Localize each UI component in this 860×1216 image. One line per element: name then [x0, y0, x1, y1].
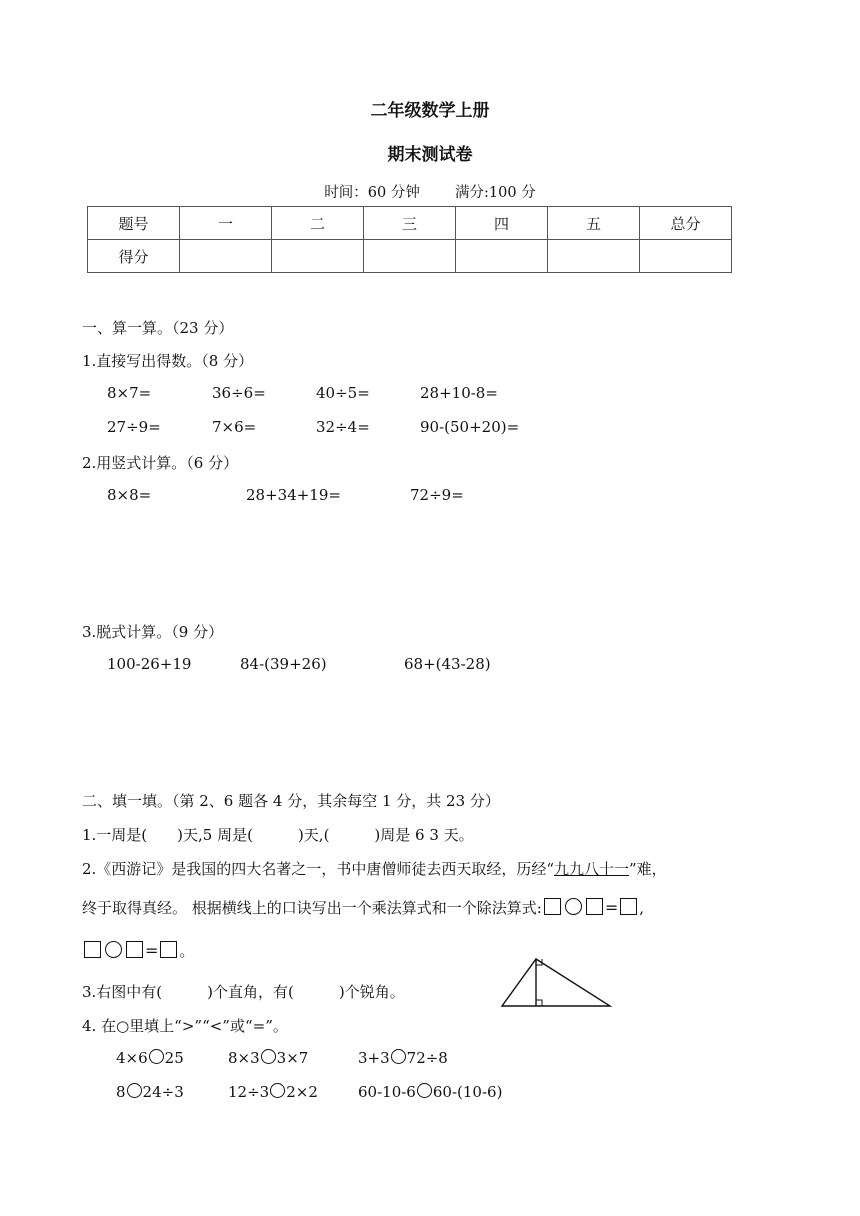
- score-cell: 题号: [88, 207, 180, 240]
- q2-title: 2.用竖式计算。（6 分）: [82, 454, 239, 472]
- score-input-cell[interactable]: [640, 240, 732, 273]
- fill-q1: 1.一周是( )天,5 周是( )天,( )周是 6 3 天。: [82, 826, 474, 844]
- page-subtitle: 期末测试卷: [387, 145, 473, 165]
- score-cell: 一: [180, 207, 272, 240]
- score-cell: 五: [548, 207, 640, 240]
- compare-item: 8×3 3×7: [228, 1049, 309, 1067]
- section2-title: 二、填一填。（第 2、6 题各 4 分，其余每空 1 分，共 23 分）: [82, 792, 500, 810]
- compare-circle[interactable]: [149, 1049, 164, 1064]
- score-input-cell[interactable]: [456, 240, 548, 273]
- vertical-calc-item: 28+34+19=: [246, 486, 341, 504]
- operator-circle[interactable]: [565, 898, 582, 915]
- calc-item: 36÷6=: [212, 384, 266, 402]
- score-input-cell[interactable]: [548, 240, 640, 273]
- fill-q2-line1: 2.《西游记》是我国的四大名著之一，书中唐僧师徒去西天取经，历经“九九八十一”难，: [82, 860, 667, 878]
- fill-q2-line3: = 。: [82, 940, 194, 961]
- answer-box[interactable]: [586, 898, 603, 915]
- full-score: 满分:100 分: [455, 185, 536, 201]
- score-table-score-row: [88, 240, 732, 273]
- score-input-cell[interactable]: [272, 240, 364, 273]
- underlined-phrase: 九九八十一: [553, 860, 629, 878]
- stepwise-calc-item: 68+(43-28): [404, 655, 491, 673]
- compare-circle[interactable]: [127, 1083, 142, 1098]
- calc-item: 90-(50+20)=: [420, 418, 520, 436]
- vertical-calc-item: 72÷9=: [410, 486, 464, 504]
- compare-item: 8 24÷3: [116, 1083, 184, 1101]
- score-cell: 总分: [640, 207, 732, 240]
- answer-box[interactable]: [160, 941, 177, 958]
- calc-item: 7×6=: [212, 418, 257, 436]
- answer-box[interactable]: [126, 941, 143, 958]
- answer-box[interactable]: [620, 898, 637, 915]
- compare-item: 3+3 72÷8: [358, 1049, 448, 1067]
- stepwise-calc-item: 84-(39+26): [240, 655, 327, 673]
- score-cell: 三: [364, 207, 456, 240]
- compare-circle[interactable]: [417, 1083, 432, 1098]
- vertical-calc-item: 8×8=: [107, 486, 152, 504]
- score-input-cell[interactable]: [364, 240, 456, 273]
- calc-item: 32÷4=: [316, 418, 370, 436]
- calc-item: 40÷5=: [316, 384, 370, 402]
- section1-title: 一、算一算。（23 分）: [82, 319, 234, 337]
- time-limit: 时间：60 分钟: [324, 185, 420, 201]
- compare-item: 60-10-6 60-(10-6): [358, 1083, 503, 1101]
- answer-box[interactable]: [84, 941, 101, 958]
- compare-circle[interactable]: [270, 1083, 285, 1098]
- score-cell: 二: [272, 207, 364, 240]
- fill-q4-title: 4. 在○里填上“>”“<”或“=”。: [82, 1017, 288, 1035]
- compare-item: 4×6 25: [116, 1049, 184, 1067]
- answer-box[interactable]: [544, 898, 561, 915]
- score-table-header-row: [88, 207, 732, 240]
- compare-circle[interactable]: [261, 1049, 276, 1064]
- q1-title: 1.直接写出得数。（8 分）: [82, 352, 254, 370]
- score-cell: 四: [456, 207, 548, 240]
- page-title: 二年级数学上册: [370, 101, 490, 121]
- fill-q3: 3.右图中有( )个直角，有( )个锐角。: [82, 983, 405, 1001]
- exam-meta: [0, 181, 860, 202]
- calc-item: 27÷9=: [107, 418, 161, 436]
- compare-item: 12÷3 2×2: [228, 1083, 318, 1101]
- calc-item: 28+10-8=: [420, 384, 498, 402]
- score-cell: 得分: [88, 240, 180, 273]
- score-input-cell[interactable]: [180, 240, 272, 273]
- q3-title: 3.脱式计算。（9 分）: [82, 623, 224, 641]
- triangle-figure: [498, 955, 614, 1011]
- score-table: [87, 206, 732, 273]
- compare-circle[interactable]: [391, 1049, 406, 1064]
- stepwise-calc-item: 100-26+19: [107, 655, 192, 673]
- fill-q2-line2: 终于取得真经。 根据横线上的口诀写出一个乘法算式和一个除法算式: = ,: [82, 898, 645, 917]
- operator-circle[interactable]: [105, 941, 122, 958]
- calc-item: 8×7=: [107, 384, 152, 402]
